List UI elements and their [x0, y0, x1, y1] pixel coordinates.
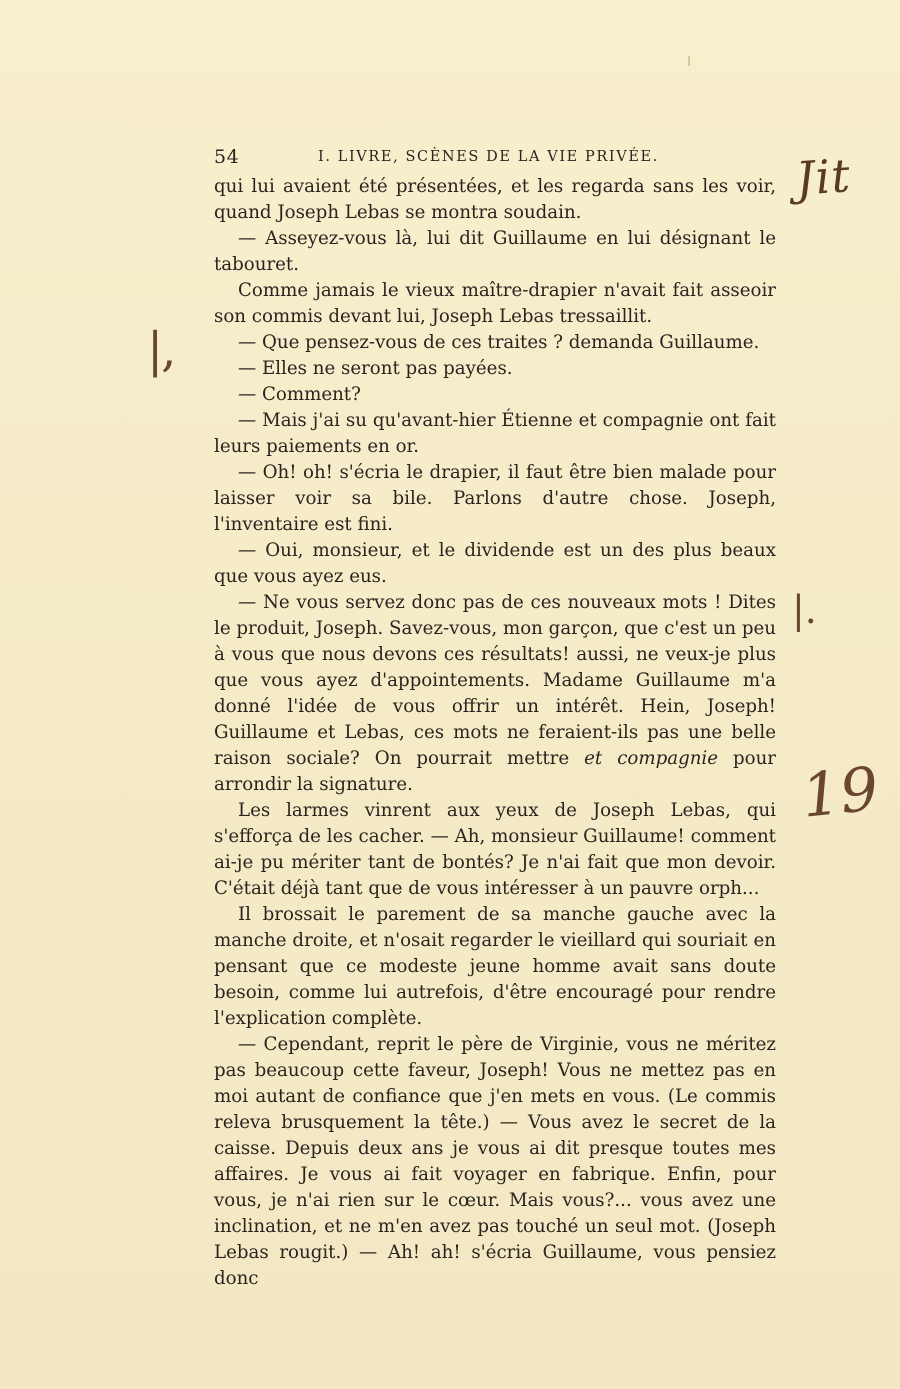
- paragraph-13: — Cependant, reprit le père de Virginie, vous ne méritez pas beaucoup cette faveur, Joseph! Vous ne mettez pas en moi autant de confiance que j'en mets en vous. (Le commis releva brusquement la tête.) — Vous avez le secret de la caisse. Depuis deux ans je vous ai dit presque toutes mes affaires. Je vous ai fait voyager en fabrique. Enfin, pour vous, je n'ai rien sur le cœur. Mais vous?... vous avez une inclination, et ne m'en avez pas touché un seul mot. (Joseph Lebas rougit.) — Ah! ah! s'écria Guillaume, vous pensiez donc: [214, 1034, 776, 1289]
- handwritten-19-annotation: 19: [798, 754, 882, 832]
- handwritten-jit-annotation: Jit: [794, 148, 853, 206]
- handwritten-left-margin-mark: |,: [147, 322, 175, 378]
- page-header: [214, 146, 774, 170]
- paragraph-12: Il brossait le parement de sa manche gauche avec la manche droite, et n'osait regarder le vieillard qui souriait en pensant que ce modeste jeune homme avait sans doute besoin, comme lui autrefois, d'être encouragé pour rendre l'explication complète.: [214, 904, 776, 1029]
- body-text: [214, 174, 776, 1292]
- italic-et-compagnie: et compagnie: [584, 748, 719, 769]
- paragraph-1: qui lui avaient été présentées, et les regarda sans les voir, quand Joseph Lebas se montra soudain.: [214, 176, 776, 223]
- paragraph-3: Comme jamais le vieux maître-drapier n'avait fait asseoir son commis devant lui, Joseph Lebas tressaillit.: [214, 280, 776, 327]
- paragraph-5: — Elles ne seront pas payées.: [238, 358, 513, 379]
- paragraph-9: — Oui, monsieur, et le dividende est un des plus beaux que vous ayez eus.: [214, 540, 776, 587]
- paragraph-4: — Que pensez-vous de ces traites ? demanda Guillaume.: [238, 332, 760, 353]
- paragraph-10: [214, 590, 776, 798]
- paragraph-10-part-a: — Ne vous servez donc pas de ces nouveaux mots ! Dites le produit, Joseph. Savez-vous, mon garçon, que c'est un peu à vous que nous devons ces résultats! aussi, ne veux-je plus que vous ayez d'appointements. Madame Guillaume m'a donné l'idée de vous offrir un intérêt. Hein, Joseph! Guillaume et Lebas, ces mots ne feraient-ils pas une belle raison sociale? On pourrait mettre: [214, 592, 776, 769]
- paragraph-6: — Comment?: [238, 384, 361, 405]
- handwritten-right-margin-mark: |.: [792, 588, 817, 632]
- paragraph-10-part-b: pour arrondir la signature.: [214, 748, 777, 795]
- page-number: 54: [214, 146, 240, 168]
- running-head: I. LIVRE, SCÈNES DE LA VIE PRIVÉE.: [318, 149, 659, 165]
- paragraph-11: Les larmes vinrent aux yeux de Joseph Lebas, qui s'efforça de les cacher. — Ah, monsieur Guillaume! comment ai-je pu mériter tant de bontés? Je n'ai fait que mon devoir. C'était déjà tant que de vous intéresser à un pauvre orph...: [214, 800, 776, 899]
- paragraph-8: — Oh! oh! s'écria le drapier, il faut être bien malade pour laisser voir sa bile. Parlons d'autre chose. Joseph, l'inventaire est fini.: [214, 462, 776, 535]
- paragraph-7: — Mais j'ai su qu'avant-hier Étienne et compagnie ont fait leurs paiements en or.: [214, 410, 776, 457]
- paper-mark: [688, 56, 690, 66]
- paragraph-2: — Asseyez-vous là, lui dit Guillaume en lui désignant le tabouret.: [214, 228, 776, 275]
